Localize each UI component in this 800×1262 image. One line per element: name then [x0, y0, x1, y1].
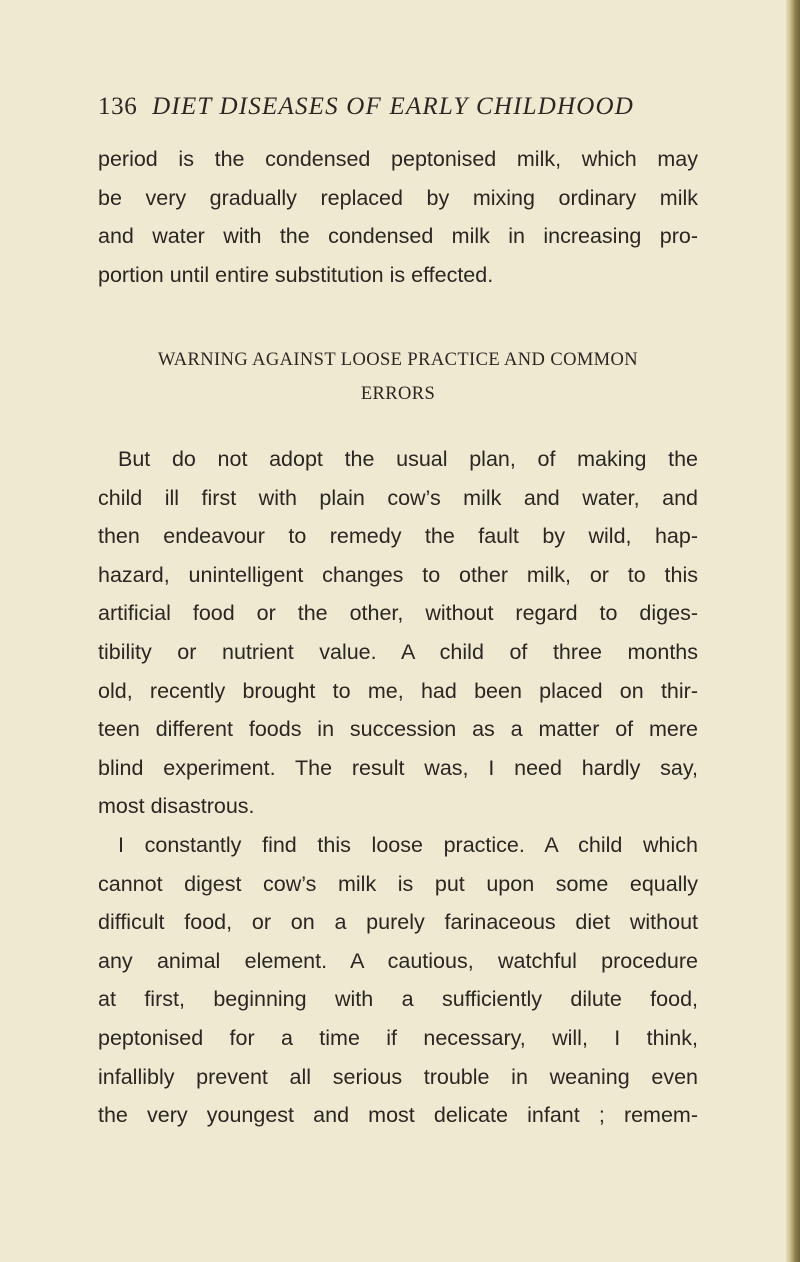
- text-line: be very gradually replaced by mixing ordinary milk: [98, 185, 698, 210]
- text-line: period is the condensed peptonised milk, which may: [98, 147, 698, 171]
- text-line: tibility or nutrient value. A child of three months: [98, 639, 698, 664]
- section-heading: [98, 343, 698, 411]
- text-line: I constantly find this loose practice. A child which: [118, 833, 698, 857]
- running-head: [98, 93, 718, 127]
- text-line: at first, beginning with a sufficiently dilute food,: [98, 987, 698, 1012]
- text-line: teen different foods in succession as a matter of mere: [98, 717, 698, 742]
- text-line: old, recently brought to me, had been placed on thir-: [98, 678, 698, 703]
- text-line: artificial food or the other, without regard to diges-: [98, 601, 698, 626]
- running-head-title: DIET DISEASES OF EARLY CHILDHOOD: [152, 93, 635, 120]
- section-heading-line: ERRORS: [360, 384, 436, 404]
- text-line: cannot digest cow’s milk is put upon some equally: [98, 871, 698, 896]
- section-heading-line: WARNING AGAINST LOOSE PRACTICE AND COMMON: [157, 350, 639, 370]
- text-line: blind experiment. The result was, I need hardly say,: [98, 755, 698, 780]
- text-line: and water with the condensed milk in increasing pro-: [98, 224, 698, 249]
- text-line: But do not adopt the usual plan, of making the: [118, 447, 698, 471]
- text-line: hazard, unintelligent changes to other milk, or to this: [98, 562, 698, 587]
- text-line: infallibly prevent all serious trouble in weaning even: [98, 1064, 698, 1089]
- text-line: portion until entire substitution is effected.: [98, 262, 494, 287]
- text-line: the very youngest and most delicate infant ; remem-: [98, 1103, 698, 1128]
- text-line: peptonised for a time if necessary, will, I think,: [98, 1025, 698, 1050]
- page-number: 136: [98, 93, 138, 120]
- text-line: child ill first with plain cow’s milk and water, and: [98, 485, 698, 510]
- text-line: difficult food, or on a purely farinaceous diet without: [98, 910, 698, 935]
- body-paragraph-2: [98, 826, 698, 1135]
- opening-paragraph: [98, 140, 698, 294]
- body-paragraph-1: [98, 440, 698, 826]
- text-line: then endeavour to remedy the fault by wild, hap-: [98, 524, 698, 549]
- page-edge-shadow: [786, 0, 800, 1262]
- text-line: most disastrous.: [98, 794, 255, 819]
- text-line: any animal element. A cautious, watchful procedure: [98, 948, 698, 973]
